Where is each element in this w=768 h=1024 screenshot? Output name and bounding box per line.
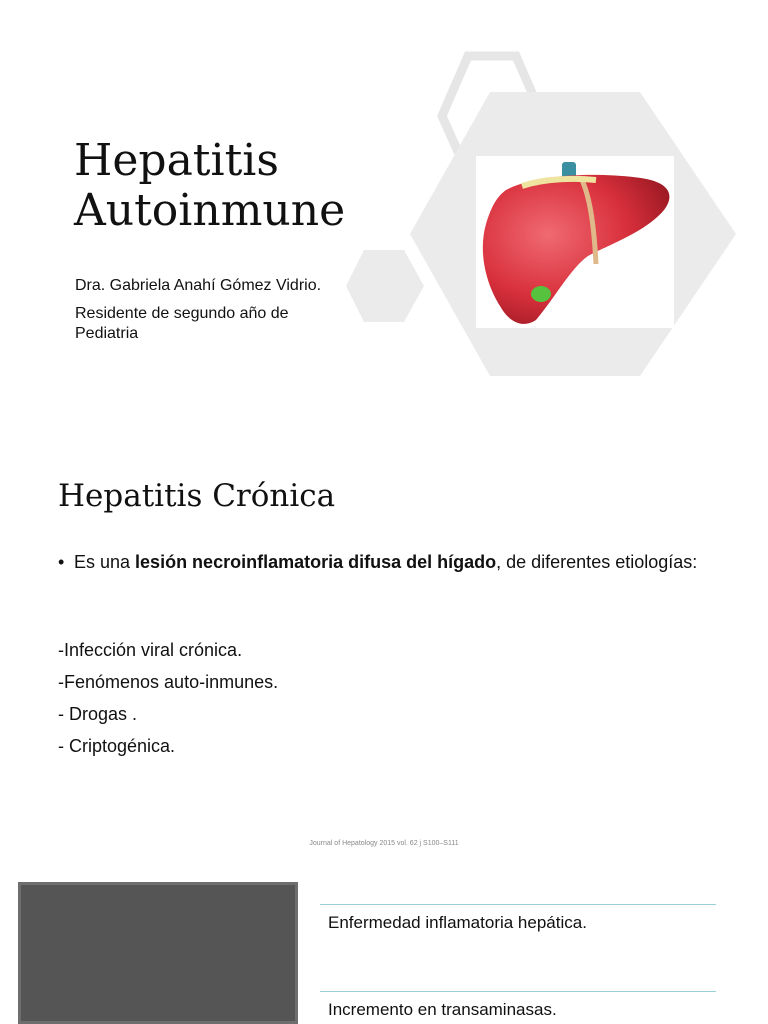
feature-row	[320, 991, 716, 1020]
list-item: -Fenómenos auto-inmunes.	[58, 672, 279, 692]
presenter-info	[75, 276, 335, 352]
feature-text: Enfermedad inflamatoria hepática.	[328, 913, 587, 932]
author-role: Residente de segundo año de Pediatria	[75, 305, 289, 342]
author-name: Dra. Gabriela Anahí Gómez Vidrio.	[75, 277, 322, 294]
liver-icon	[476, 156, 674, 328]
title-line-2: Autoinmune	[74, 185, 346, 236]
bullet-prefix: Es una	[74, 552, 136, 572]
chronic-hepatitis-slide	[0, 440, 768, 860]
title-line-1: Hepatitis	[74, 135, 279, 186]
title-slide	[0, 0, 768, 430]
list-item: -Infección viral crónica.	[58, 640, 243, 660]
source-citation: Journal of Hepatology 2015 vol. 62 j S100–S111	[309, 840, 459, 847]
slide-title: Hepatitis Crónica	[58, 478, 336, 514]
etiology-list	[58, 638, 278, 766]
presentation-title	[74, 136, 345, 236]
list-item: - Criptogénica.	[58, 736, 176, 756]
list-item: - Drogas .	[58, 704, 138, 724]
features-slide	[0, 868, 768, 1024]
bullet-bold-text: lesión necroinflamatoria difusa del hígado	[135, 552, 497, 572]
feature-row	[320, 904, 716, 933]
definition-bullet	[58, 550, 734, 574]
bullet-suffix: , de diferentes etiologías:	[496, 552, 698, 572]
feature-text: Incremento en transaminasas.	[328, 1000, 557, 1019]
liver-illustration	[476, 156, 674, 328]
bullet-dot-icon: •	[58, 552, 65, 572]
image-placeholder	[18, 882, 298, 1024]
